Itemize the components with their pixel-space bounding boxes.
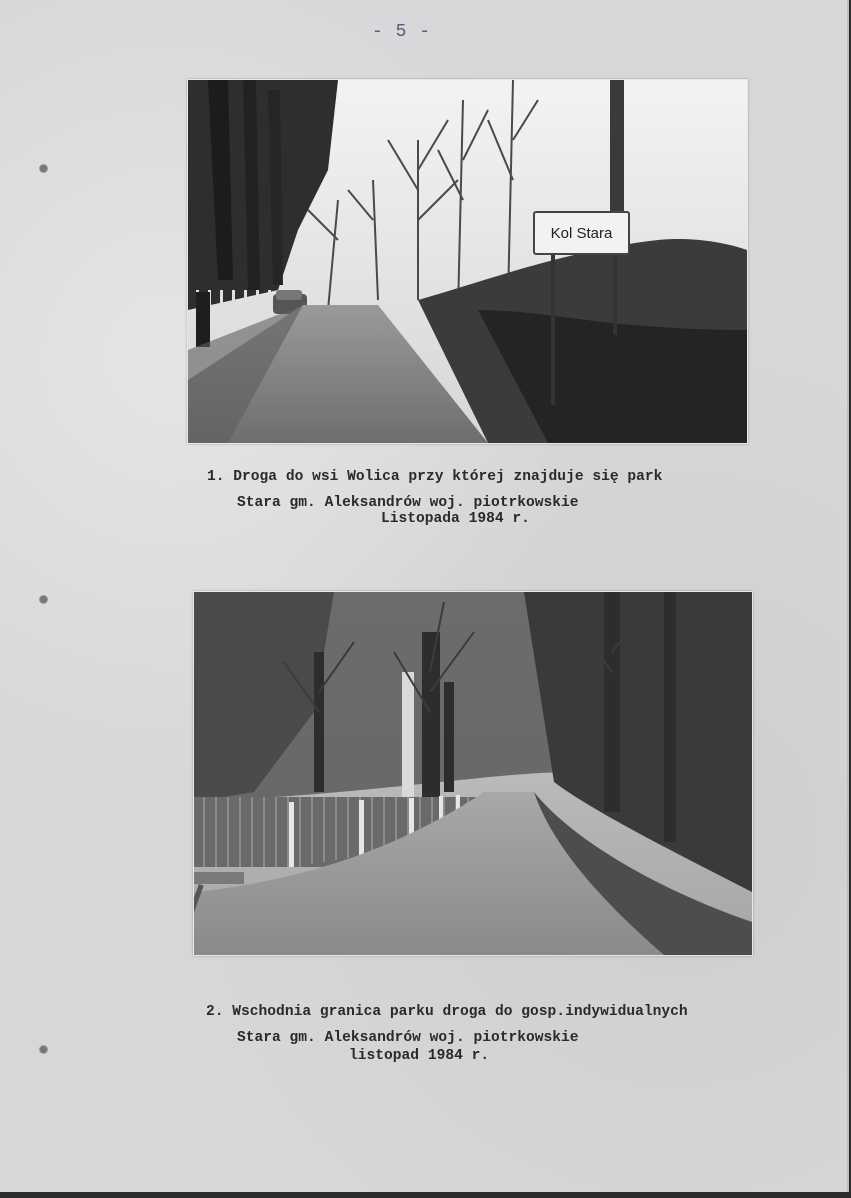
photo-1-caption-line-2: Stara gm. Aleksandrów woj. piotrkowskie bbox=[237, 495, 579, 511]
photo-2-caption-line-1: 2. Wschodnia granica parku droga do gosp.indywidualnych bbox=[206, 1004, 688, 1020]
photo-park-eastern-border bbox=[193, 591, 753, 956]
photo-1-image bbox=[188, 80, 747, 443]
photo-road-to-wolica bbox=[187, 79, 748, 444]
photo-2-caption-line-3: listopad 1984 r. bbox=[349, 1048, 490, 1064]
punch-hole-top bbox=[40, 165, 47, 172]
punch-hole-middle bbox=[40, 596, 47, 603]
photo-1-caption-line-1: 1. Droga do wsi Wolica przy której znajduje się park bbox=[207, 469, 663, 485]
punch-hole-bottom bbox=[40, 1046, 47, 1053]
road-sign: Kol Stara bbox=[533, 211, 630, 255]
photo-2-caption-line-2: Stara gm. Aleksandrów woj. piotrkowskie bbox=[237, 1030, 579, 1046]
photo-1-caption-line-3: Listopada 1984 r. bbox=[381, 511, 530, 527]
page-number: - 5 - bbox=[372, 22, 432, 42]
photo-2-image bbox=[194, 592, 752, 955]
